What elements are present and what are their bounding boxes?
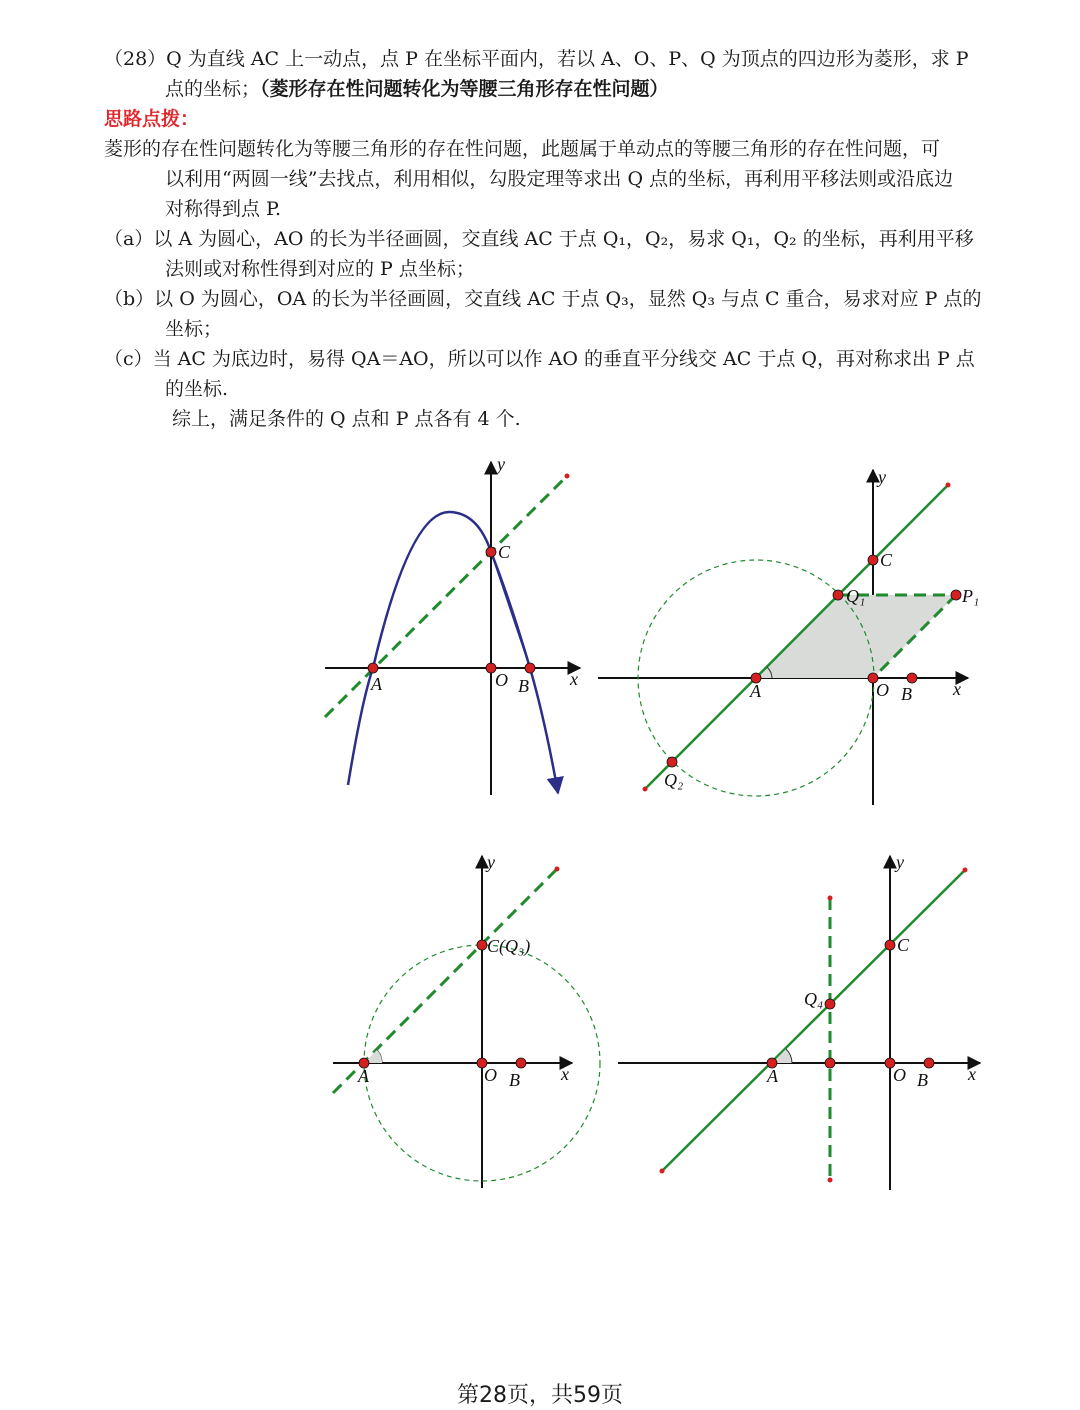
fig4-label-a: A: [767, 1066, 778, 1086]
page-footer: 第28页，共59页: [457, 1383, 623, 1408]
fig2-label-a: A: [750, 681, 761, 701]
fig1-label-y: y: [497, 454, 505, 474]
fig4-label-x: x: [968, 1064, 976, 1084]
fig4-point-b: [924, 1058, 934, 1068]
fig1-label-c: C: [498, 542, 511, 562]
fig4-label-y: y: [896, 852, 904, 872]
fig4-label-q4: Q₄: [804, 989, 824, 1009]
intro-line-3: 对称得到点 P.: [165, 198, 282, 220]
hint-title: 思路点拨：: [104, 108, 200, 130]
fig2-label-x: x: [953, 679, 961, 699]
case-c-line-1: （c）当 AC 为底边时，易得 QA＝AO，所以可以作 AO 的垂直平分线交 AC 于点 Q，再对称求出 P 点: [104, 348, 975, 370]
fig1-label-a: A: [371, 674, 382, 694]
case-a-line-1: （a）以 A 为圆心，AO 的长为半径画圆，交直线 AC 于点 Q₁，Q₂，易求 Q₁，Q₂ 的坐标，再利用平移: [104, 228, 974, 250]
fig1-label-o: O: [495, 670, 508, 690]
fig3-label-x: x: [561, 1064, 569, 1084]
fig3-label-cq3: C(Q₃): [487, 936, 531, 956]
problem-line-2-text: 点的坐标；: [165, 78, 261, 100]
fig4-label-c: C: [897, 935, 910, 955]
fig2-label-y: y: [878, 467, 886, 487]
intro-line-2: 以利用“两圆一线”去找点，利用相似，勾股定理等求出 Q 点的坐标，再利用平移法则或沿底边: [165, 168, 954, 190]
summary-line: 综上，满足条件的 Q 点和 P 点各有 4 个.: [172, 408, 521, 430]
fig3-label-y: y: [487, 852, 495, 872]
fig1-label-b: B: [518, 676, 529, 696]
fig2-label-p1: P₁: [962, 586, 980, 606]
fig4-point-mid: [825, 1058, 835, 1068]
fig1-label-x: x: [570, 669, 578, 689]
fig4-label-b: B: [917, 1070, 928, 1090]
fig2-label-q2: Q₂: [664, 770, 684, 790]
fig2-label-o: O: [876, 680, 889, 700]
problem-line-1: （28）Q 为直线 AC 上一动点，点 P 在坐标平面内，若以 A、O、P、Q 为顶点的四边形为菱形，求 P: [104, 48, 969, 70]
fig2-label-b: B: [901, 684, 912, 704]
fig4-line-end-top: [963, 868, 968, 873]
case-b-line-2: 坐标；: [165, 318, 223, 340]
case-a-line-2: 法则或对称性得到对应的 P 点坐标；: [165, 258, 475, 280]
fig2-label-c: C: [880, 550, 893, 570]
case-c-line-2: 的坐标.: [165, 378, 229, 400]
fig3-label-o: O: [484, 1065, 497, 1085]
fig4-bisector-top: [828, 896, 833, 901]
case-b-line-1: （b）以 O 为圆心，OA 的长为半径画圆，交直线 AC 于点 Q₃，显然 Q₃ 与点 C 重合，易求对应 P 点的: [104, 288, 982, 310]
fig2-label-q1: Q₁: [846, 586, 866, 606]
fig4-line-ac: [662, 870, 965, 1171]
fig4-point-c: [885, 940, 895, 950]
problem-line-2-emphasis: （菱形存在性问题转化为等腰三角形存在性问题）: [260, 78, 669, 100]
fig4-bisector-bottom: [828, 1178, 833, 1183]
fig4-label-o: O: [893, 1065, 906, 1085]
fig3-label-a: A: [358, 1066, 369, 1086]
fig4-line-end-bottom: [660, 1169, 665, 1174]
intro-line-1: 菱形的存在性问题转化为等腰三角形的存在性问题，此题属于单动点的等腰三角形的存在性问题，可: [104, 138, 941, 160]
fig3-label-b: B: [509, 1070, 520, 1090]
fig4-point-q4: [825, 999, 835, 1009]
